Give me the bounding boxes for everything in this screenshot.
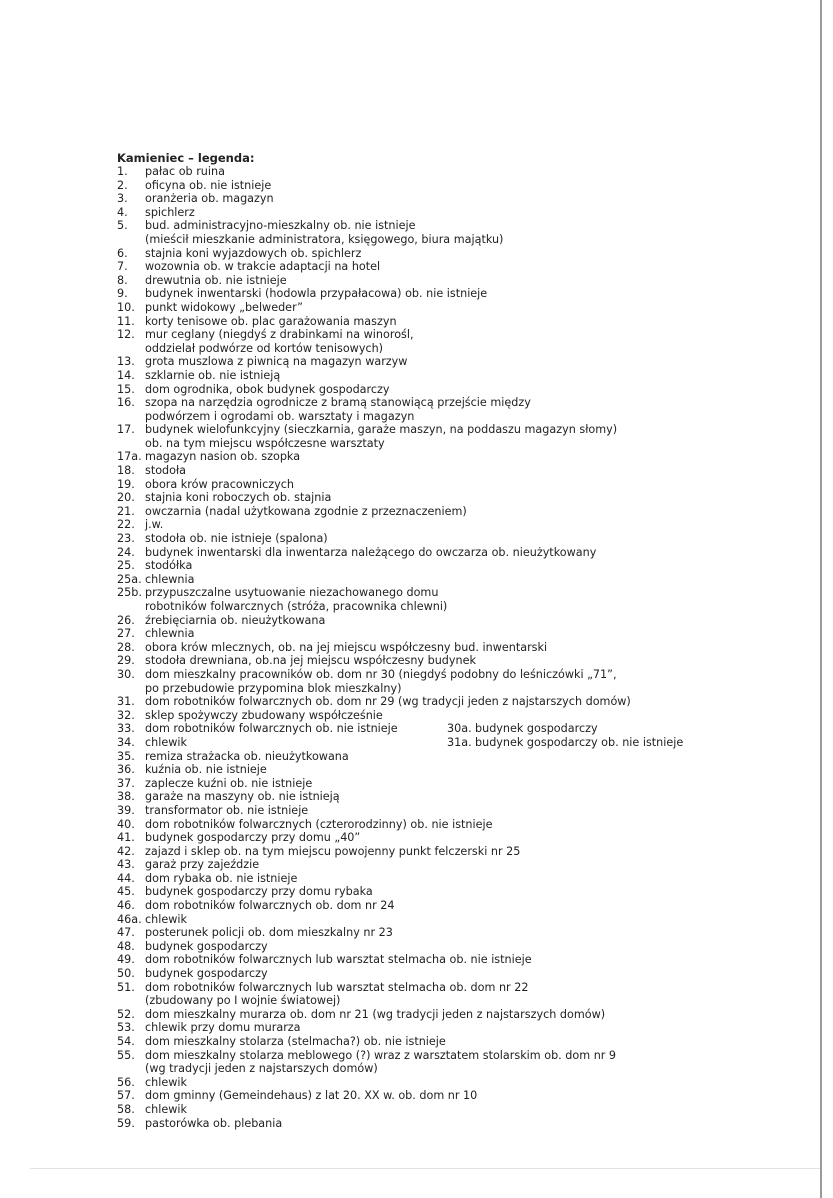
legend-item-text: dom robotników folwarcznych (czterorodzinny) ob. nie istnieje bbox=[145, 817, 493, 831]
legend-item bbox=[117, 369, 807, 383]
legend-item-text: przypuszczalne usytuowanie niezachowanego domu bbox=[145, 586, 439, 600]
legend-item-text: obora krów pracowniczych bbox=[145, 477, 294, 491]
legend-item-number: 50. bbox=[117, 967, 135, 981]
legend-item-text: spichlerz bbox=[145, 205, 195, 219]
legend-item bbox=[117, 247, 807, 261]
legend-item-text: dom mieszkalny stolarza (stelmacha?) ob. nie istnieje bbox=[145, 1035, 446, 1048]
legend-item-number: 52. bbox=[117, 1007, 135, 1021]
legend-item-text: źrebięciarnia ob. nieużytkowana bbox=[145, 613, 326, 627]
legend-item bbox=[117, 654, 807, 668]
legend-item bbox=[117, 777, 807, 791]
legend-item-text: szopa na narzędzia ogrodnicze z bramą stanowiącą przejście między bbox=[145, 396, 531, 410]
legend-item-text: pastorówka ob. plebania bbox=[145, 1116, 283, 1130]
legend-item bbox=[117, 641, 807, 655]
legend-item-text: sklep spożywczy zbudowany współcześnie bbox=[145, 708, 383, 722]
legend-item bbox=[117, 926, 807, 940]
legend-item-number: 20. bbox=[117, 491, 135, 505]
legend-title: Kamieniec – legenda: bbox=[117, 151, 255, 165]
legend-item-number: 55. bbox=[117, 1048, 135, 1062]
legend-item bbox=[117, 274, 807, 288]
legend-item bbox=[117, 355, 807, 369]
legend-item-number: 6. bbox=[117, 246, 128, 260]
legend-item bbox=[117, 505, 807, 519]
legend-item-text: budynek inwentarski dla inwentarza należącego do owczarza ob. nieużytkowany bbox=[145, 545, 597, 559]
legend-item-number: 53. bbox=[117, 1021, 135, 1035]
legend-item-continuation: po przebudowie przypomina blok mieszkalny) bbox=[145, 681, 402, 695]
legend-item bbox=[117, 532, 807, 546]
legend-item-text: zaplecze kuźni ob. nie istnieje bbox=[145, 776, 313, 790]
legend-item bbox=[117, 804, 807, 818]
legend-item-text: posterunek policji ob. dom mieszkalny nr 23 bbox=[145, 926, 393, 940]
legend-item bbox=[117, 1049, 807, 1063]
legend-item-number: 46a. bbox=[117, 912, 142, 926]
legend-item-text: szklarnie ob. nie istnieją bbox=[145, 368, 281, 382]
legend-item bbox=[117, 586, 807, 600]
legend-item-text: garaż przy zajeździe bbox=[145, 858, 260, 872]
legend-item-number: 25b. bbox=[117, 586, 142, 600]
legend-item bbox=[117, 1103, 807, 1117]
legend-item bbox=[117, 315, 807, 329]
legend-item-number: 46. bbox=[117, 899, 135, 913]
legend-item bbox=[117, 301, 807, 315]
legend-item-text: budynek gospodarczy przy domu „40” bbox=[145, 831, 361, 845]
legend-item-continuation: podwórzem i ogrodami ob. warsztaty i magazyn bbox=[145, 409, 415, 423]
legend-item-text: dom robotników folwarcznych lub warsztat stelmacha ob. dom nr 22 bbox=[145, 980, 529, 994]
legend-item bbox=[117, 383, 807, 397]
legend-item-text: mur ceglany (niegdyś z drabinkami na winorośl, bbox=[145, 328, 414, 342]
legend-item bbox=[117, 559, 807, 573]
legend-item-text: stodoła bbox=[145, 464, 187, 478]
legend-item-number: 12. bbox=[117, 328, 135, 342]
legend-item bbox=[117, 818, 807, 832]
legend-item bbox=[117, 858, 807, 872]
legend-item bbox=[117, 1117, 807, 1131]
legend-item-text: chlewik bbox=[145, 735, 187, 749]
legend-item-number: 32. bbox=[117, 708, 135, 722]
legend-item-text: stajnia koni wyjazdowych ob. spichlerz bbox=[145, 246, 362, 260]
legend-item-continuation: (mieścił mieszkanie administratora, księgowego, biura majątku) bbox=[145, 232, 504, 246]
legend-item-number: 10. bbox=[117, 300, 135, 314]
legend-item-number: 51. bbox=[117, 980, 135, 994]
legend-item-number: 15. bbox=[117, 382, 135, 396]
legend-list bbox=[117, 165, 807, 1130]
legend-item bbox=[117, 491, 807, 505]
legend-item-text: budynek inwentarski (hodowla przypałacowa) ob. nie istnieje bbox=[145, 287, 488, 301]
legend-item bbox=[117, 967, 807, 981]
legend-item bbox=[117, 206, 807, 220]
legend-item-number: 2. bbox=[117, 178, 128, 192]
legend-item-number: 18. bbox=[117, 464, 135, 478]
legend-item-number: 58. bbox=[117, 1102, 135, 1116]
legend-item-number: 7. bbox=[117, 260, 128, 274]
legend-item-text: chlewnia bbox=[145, 572, 195, 586]
legend-item-number: 25. bbox=[117, 559, 135, 573]
legend-item bbox=[117, 913, 807, 927]
legend-item-text: korty tenisowe ob. plac garażowania maszyn bbox=[145, 314, 397, 328]
legend-item-continuation: (zbudowany po I wojnie światowej) bbox=[145, 994, 341, 1008]
legend-item bbox=[117, 478, 807, 492]
legend-item-text: dom robotników folwarcznych ob. dom nr 24 bbox=[145, 899, 395, 913]
legend-item-number: 21. bbox=[117, 504, 135, 518]
legend-item bbox=[117, 722, 807, 736]
legend-item-number: 5. bbox=[117, 219, 128, 233]
legend-item-number: 49. bbox=[117, 953, 135, 967]
legend-item-text: budynek gospodarczy przy domu rybaka bbox=[145, 885, 373, 899]
legend-item bbox=[117, 179, 807, 193]
legend-item-text: dom ogrodnika, obok budynek gospodarczy bbox=[145, 382, 390, 396]
legend-item-number: 45. bbox=[117, 885, 135, 899]
legend-item-number: 47. bbox=[117, 926, 135, 940]
legend-item bbox=[117, 396, 807, 410]
legend-item-continuation: robotników folwarcznych (stróża, pracownika chlewni) bbox=[145, 600, 448, 613]
legend-item-text: j.w. bbox=[145, 518, 164, 532]
legend-item bbox=[117, 192, 807, 206]
legend-item-text: oficyna ob. nie istnieje bbox=[145, 178, 272, 192]
legend-item bbox=[117, 750, 807, 764]
legend-item-number: 33. bbox=[117, 722, 135, 736]
legend-item-text: grota muszlowa z piwnicą na magazyn warzyw bbox=[145, 355, 408, 369]
legend-item bbox=[117, 1021, 807, 1035]
legend-item-text: chlewnia bbox=[145, 627, 195, 641]
legend-item-text: dom mieszkalny stolarza meblowego (?) wraz z warsztatem stolarskim ob. dom nr 9 bbox=[145, 1048, 617, 1062]
legend-item-text: dom gminny (Gemeindehaus) z lat 20. XX w. ob. dom nr 10 bbox=[145, 1089, 478, 1103]
legend-item-text: budynek gospodarczy bbox=[145, 967, 268, 981]
legend-item-text: magazyn nasion ob. szopka bbox=[145, 450, 301, 464]
legend-item-number: 14. bbox=[117, 368, 135, 382]
legend-item-number: 17a. bbox=[117, 450, 142, 464]
legend-item-number: 36. bbox=[117, 763, 135, 777]
legend-item-number: 8. bbox=[117, 273, 128, 287]
legend-item-number: 1. bbox=[117, 165, 128, 178]
legend-item-text: owczarnia (nadal użytkowana zgodnie z przeznaczeniem) bbox=[145, 504, 467, 518]
legend-item-text: zajazd i sklep ob. na tym miejscu powojenny punkt felczerski nr 25 bbox=[145, 844, 521, 858]
legend-item-text: wozownia ob. w trakcie adaptacji na hotel bbox=[145, 260, 381, 274]
legend-item-number: 29. bbox=[117, 654, 135, 668]
legend-item bbox=[117, 885, 807, 899]
legend-item-number: 42. bbox=[117, 844, 135, 858]
legend-item-number: 41. bbox=[117, 831, 135, 845]
legend-side-item-text: budynek gospodarczy bbox=[475, 722, 598, 736]
legend-item-number: 26. bbox=[117, 613, 135, 627]
legend-item-number: 57. bbox=[117, 1089, 135, 1103]
legend-item bbox=[117, 668, 807, 682]
legend-item-number: 40. bbox=[117, 817, 135, 831]
legend-page bbox=[117, 152, 807, 1130]
legend-item-number: 4. bbox=[117, 205, 128, 219]
legend-item-text: drewutnia ob. nie istnieje bbox=[145, 273, 287, 287]
legend-item-number: 3. bbox=[117, 192, 128, 206]
legend-item-number: 16. bbox=[117, 396, 135, 410]
legend-item-number: 22. bbox=[117, 518, 135, 532]
legend-item-continuation: oddzielał podwórze od kortów tenisowych) bbox=[145, 341, 384, 355]
legend-item-text: remiza strażacka ob. nieużytkowana bbox=[145, 749, 349, 763]
legend-item-number: 54. bbox=[117, 1035, 135, 1048]
legend-item-number: 59. bbox=[117, 1116, 135, 1130]
legend-item-number: 27. bbox=[117, 627, 135, 641]
legend-item bbox=[117, 845, 807, 859]
legend-item-number: 19. bbox=[117, 477, 135, 491]
legend-item bbox=[117, 573, 807, 587]
legend-item-number: 43. bbox=[117, 858, 135, 872]
legend-item bbox=[117, 464, 807, 478]
legend-item-number: 31. bbox=[117, 695, 135, 709]
legend-item bbox=[117, 872, 807, 886]
legend-item-text: dom mieszkalny murarza ob. dom nr 21 (wg tradycji jeden z najstarszych domów) bbox=[145, 1007, 606, 1021]
legend-item-text: punkt widokowy „belweder” bbox=[145, 300, 303, 314]
legend-item-text: dom robotników folwarcznych ob. nie istnieje bbox=[145, 722, 398, 736]
legend-item-number: 13. bbox=[117, 355, 135, 369]
legend-item-number: 17. bbox=[117, 423, 135, 437]
legend-item-continuation: ob. na tym miejscu współczesne warsztaty bbox=[145, 436, 385, 450]
legend-item bbox=[117, 546, 807, 560]
legend-item-text: dom rybaka ob. nie istnieje bbox=[145, 871, 298, 885]
legend-item bbox=[117, 450, 807, 464]
legend-item bbox=[117, 1089, 807, 1103]
legend-item-text: dom mieszkalny pracowników ob. dom nr 30 (niegdyś podobny do leśniczówki „71”, bbox=[145, 667, 617, 681]
legend-item bbox=[117, 736, 807, 750]
legend-item-text: stodółka bbox=[145, 559, 193, 573]
legend-item-text: chlewik bbox=[145, 1075, 187, 1089]
legend-item bbox=[117, 260, 807, 274]
legend-item-text: budynek gospodarczy bbox=[145, 939, 268, 953]
legend-item bbox=[117, 940, 807, 954]
legend-item-number: 34. bbox=[117, 735, 135, 749]
legend-item-text: garaże na maszyny ob. nie istnieją bbox=[145, 790, 340, 804]
legend-item-text: kuźnia ob. nie istnieje bbox=[145, 763, 267, 777]
legend-side-item-number: 31a. bbox=[447, 735, 472, 749]
legend-item-text: budynek wielofunkcyjny (sieczkarnia, garaże maszyn, na poddaszu magazyn słomy) bbox=[145, 423, 618, 437]
legend-item bbox=[117, 981, 807, 995]
legend-item bbox=[117, 1035, 807, 1049]
legend-item-text: chlewik przy domu murarza bbox=[145, 1021, 301, 1035]
legend-item bbox=[117, 423, 807, 437]
legend-item-number: 24. bbox=[117, 545, 135, 559]
legend-item-number: 28. bbox=[117, 640, 135, 654]
legend-item-number: 38. bbox=[117, 790, 135, 804]
scan-right-edge bbox=[820, 0, 822, 1198]
legend-item-number: 9. bbox=[117, 287, 128, 301]
legend-item bbox=[117, 219, 807, 233]
legend-item-number: 25a. bbox=[117, 572, 142, 586]
legend-item-number: 11. bbox=[117, 314, 135, 328]
legend-side-item-text: budynek gospodarczy ob. nie istnieje bbox=[475, 735, 684, 749]
legend-item bbox=[117, 709, 807, 723]
legend-item-text: oranżeria ob. magazyn bbox=[145, 192, 274, 206]
legend-item-text: transformator ob. nie istnieje bbox=[145, 803, 309, 817]
legend-item bbox=[117, 831, 807, 845]
legend-item-text: obora krów mlecznych, ob. na jej miejscu współczesny bud. inwentarski bbox=[145, 640, 548, 654]
legend-item bbox=[117, 1076, 807, 1090]
scan-bottom-edge bbox=[30, 1168, 820, 1169]
legend-item bbox=[117, 953, 807, 967]
legend-item-text: chlewik bbox=[145, 1102, 187, 1116]
legend-item-number: 35. bbox=[117, 749, 135, 763]
legend-side-item-number: 30a. bbox=[447, 722, 472, 736]
legend-item bbox=[117, 328, 807, 342]
legend-item-text: bud. administracyjno-mieszkalny ob. nie istnieje bbox=[145, 219, 416, 233]
legend-item-number: 48. bbox=[117, 939, 135, 953]
legend-item-number: 30. bbox=[117, 667, 135, 681]
legend-item-number: 37. bbox=[117, 776, 135, 790]
legend-item-text: pałac ob ruina bbox=[145, 165, 225, 178]
legend-item-text: chlewik bbox=[145, 912, 187, 926]
legend-item bbox=[117, 165, 807, 179]
legend-item-number: 39. bbox=[117, 803, 135, 817]
legend-item-text: stodoła ob. nie istnieje (spalona) bbox=[145, 532, 328, 546]
legend-item-number: 56. bbox=[117, 1075, 135, 1089]
legend-item-continuation: (wg tradycji jeden z najstarszych domów) bbox=[145, 1062, 378, 1076]
legend-item bbox=[117, 899, 807, 913]
legend-item-text: dom robotników folwarcznych lub warsztat stelmacha ob. nie istnieje bbox=[145, 953, 532, 967]
legend-item bbox=[117, 790, 807, 804]
legend-item-text: stodoła drewniana, ob.na jej miejscu współczesny budynek bbox=[145, 654, 476, 668]
legend-item bbox=[117, 518, 807, 532]
legend-item bbox=[117, 287, 807, 301]
legend-item-text: dom robotników folwarcznych ob. dom nr 29 (wg tradycji jeden z najstarszych domów) bbox=[145, 695, 631, 709]
legend-item bbox=[117, 1008, 807, 1022]
legend-item-number: 44. bbox=[117, 871, 135, 885]
legend-item-number: 23. bbox=[117, 532, 135, 546]
legend-item bbox=[117, 614, 807, 628]
legend-item bbox=[117, 763, 807, 777]
legend-item bbox=[117, 695, 807, 709]
legend-item bbox=[117, 627, 807, 641]
legend-item-text: stajnia koni roboczych ob. stajnia bbox=[145, 491, 332, 505]
